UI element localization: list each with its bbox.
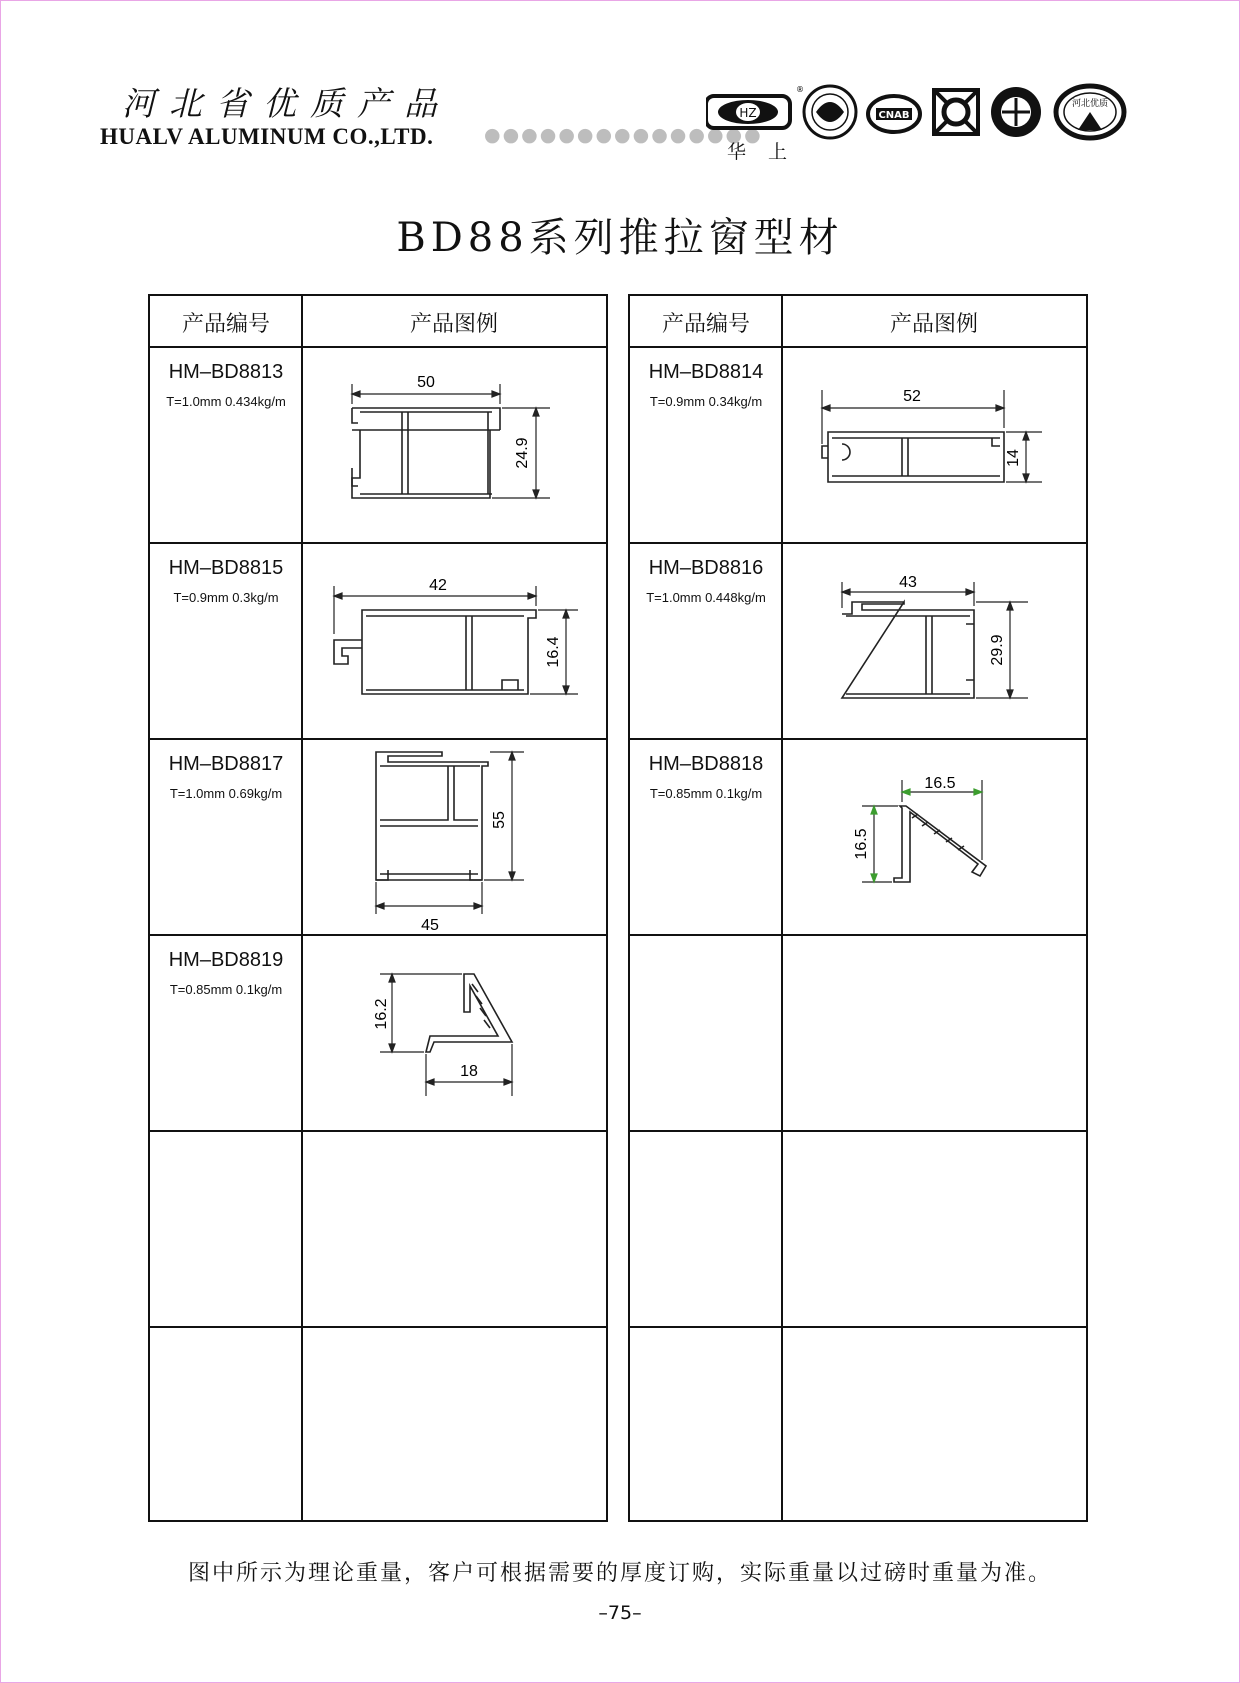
dimension-label: 43 [899, 574, 917, 591]
product-code: HM–BD8817 [168, 753, 284, 775]
huashang-logo-icon [706, 85, 804, 128]
column-header-code: 产品编号 [661, 311, 750, 337]
dimension-label: 16.5 [924, 775, 956, 792]
profile-drawing [302, 936, 608, 1132]
dimension-label: 29.9 [989, 634, 1006, 666]
product-row [630, 740, 782, 936]
hebei-quality-icon [1056, 86, 1124, 138]
product-row [150, 348, 302, 544]
page-number: –75– [598, 1602, 642, 1624]
profile-drawing [302, 740, 608, 936]
dimension-label: 16.2 [373, 998, 390, 1030]
profile-drawing [782, 544, 1088, 740]
product-code: HM–BD8816 [648, 557, 764, 579]
svg-text:CNAB: CNAB [878, 110, 910, 121]
column-header-code: 产品编号 [181, 311, 270, 337]
dimension-label: 45 [421, 917, 439, 934]
brand-slogan: 河北省优质产品 [122, 84, 451, 123]
dimension-label: 50 [417, 374, 435, 391]
product-spec: T=0.85mm 0.1kg/m [649, 786, 763, 801]
company-name: HUALV ALUMINUM CO.,LTD. [100, 124, 434, 149]
dimension-label: 55 [491, 811, 508, 829]
product-spec: T=1.0mm 0.448kg/m [646, 590, 766, 605]
product-spec: T=1.0mm 0.69kg/m [169, 786, 283, 801]
profile-drawing [782, 740, 1088, 936]
column-header-drawing: 产品图例 [409, 311, 498, 337]
profile-drawing [302, 348, 608, 544]
svg-text:®: ® [796, 85, 804, 94]
certification-seal-icon [804, 86, 856, 138]
product-spec: T=0.9mm 0.34kg/m [649, 394, 763, 409]
profile-drawing [782, 348, 1088, 544]
column-header-drawing: 产品图例 [889, 311, 978, 337]
product-code: HM–BD8818 [648, 753, 764, 775]
footer-note: 图中所示为理论重量，客户可根据需要的厚度订购，实际重量以过磅时重量为准。 [187, 1561, 1052, 1586]
product-row [150, 740, 302, 936]
dimension-label: 14 [1005, 449, 1022, 467]
logo-caption: 华上 [727, 141, 810, 163]
dimension-label: 52 [903, 388, 921, 405]
svg-text:HZ: HZ [739, 106, 757, 120]
quality-mark-icon [934, 90, 978, 134]
dimension-label: 16.4 [545, 636, 562, 668]
page-title: BD88系列推拉窗型材 [396, 215, 844, 261]
profile-drawing [302, 544, 608, 740]
globe-seal-icon [991, 87, 1041, 137]
dimension-label: 24.9 [514, 437, 531, 469]
dimension-label: 18 [460, 1063, 478, 1080]
product-code: HM–BD8819 [168, 949, 284, 971]
hebei-quality-badge-text: 河北优质 [1071, 99, 1109, 109]
product-row [150, 544, 302, 740]
product-row [150, 936, 302, 1132]
dimension-label: 42 [429, 577, 447, 594]
decorative-dots: ●●●●●●●●●●●●●●● [484, 124, 763, 146]
product-spec: T=0.85mm 0.1kg/m [169, 982, 283, 997]
product-code: HM–BD8813 [168, 361, 284, 383]
product-code: HM–BD8815 [168, 557, 284, 579]
product-spec: T=1.0mm 0.434kg/m [166, 394, 286, 409]
product-table-left [148, 294, 608, 1522]
product-row [630, 348, 782, 544]
product-code: HM–BD8814 [648, 361, 764, 383]
dimension-label: 16.5 [853, 828, 870, 860]
cnas-icon [868, 96, 920, 132]
product-spec: T=0.9mm 0.3kg/m [173, 590, 279, 605]
product-row [630, 544, 782, 740]
product-table-right [628, 294, 1088, 1522]
